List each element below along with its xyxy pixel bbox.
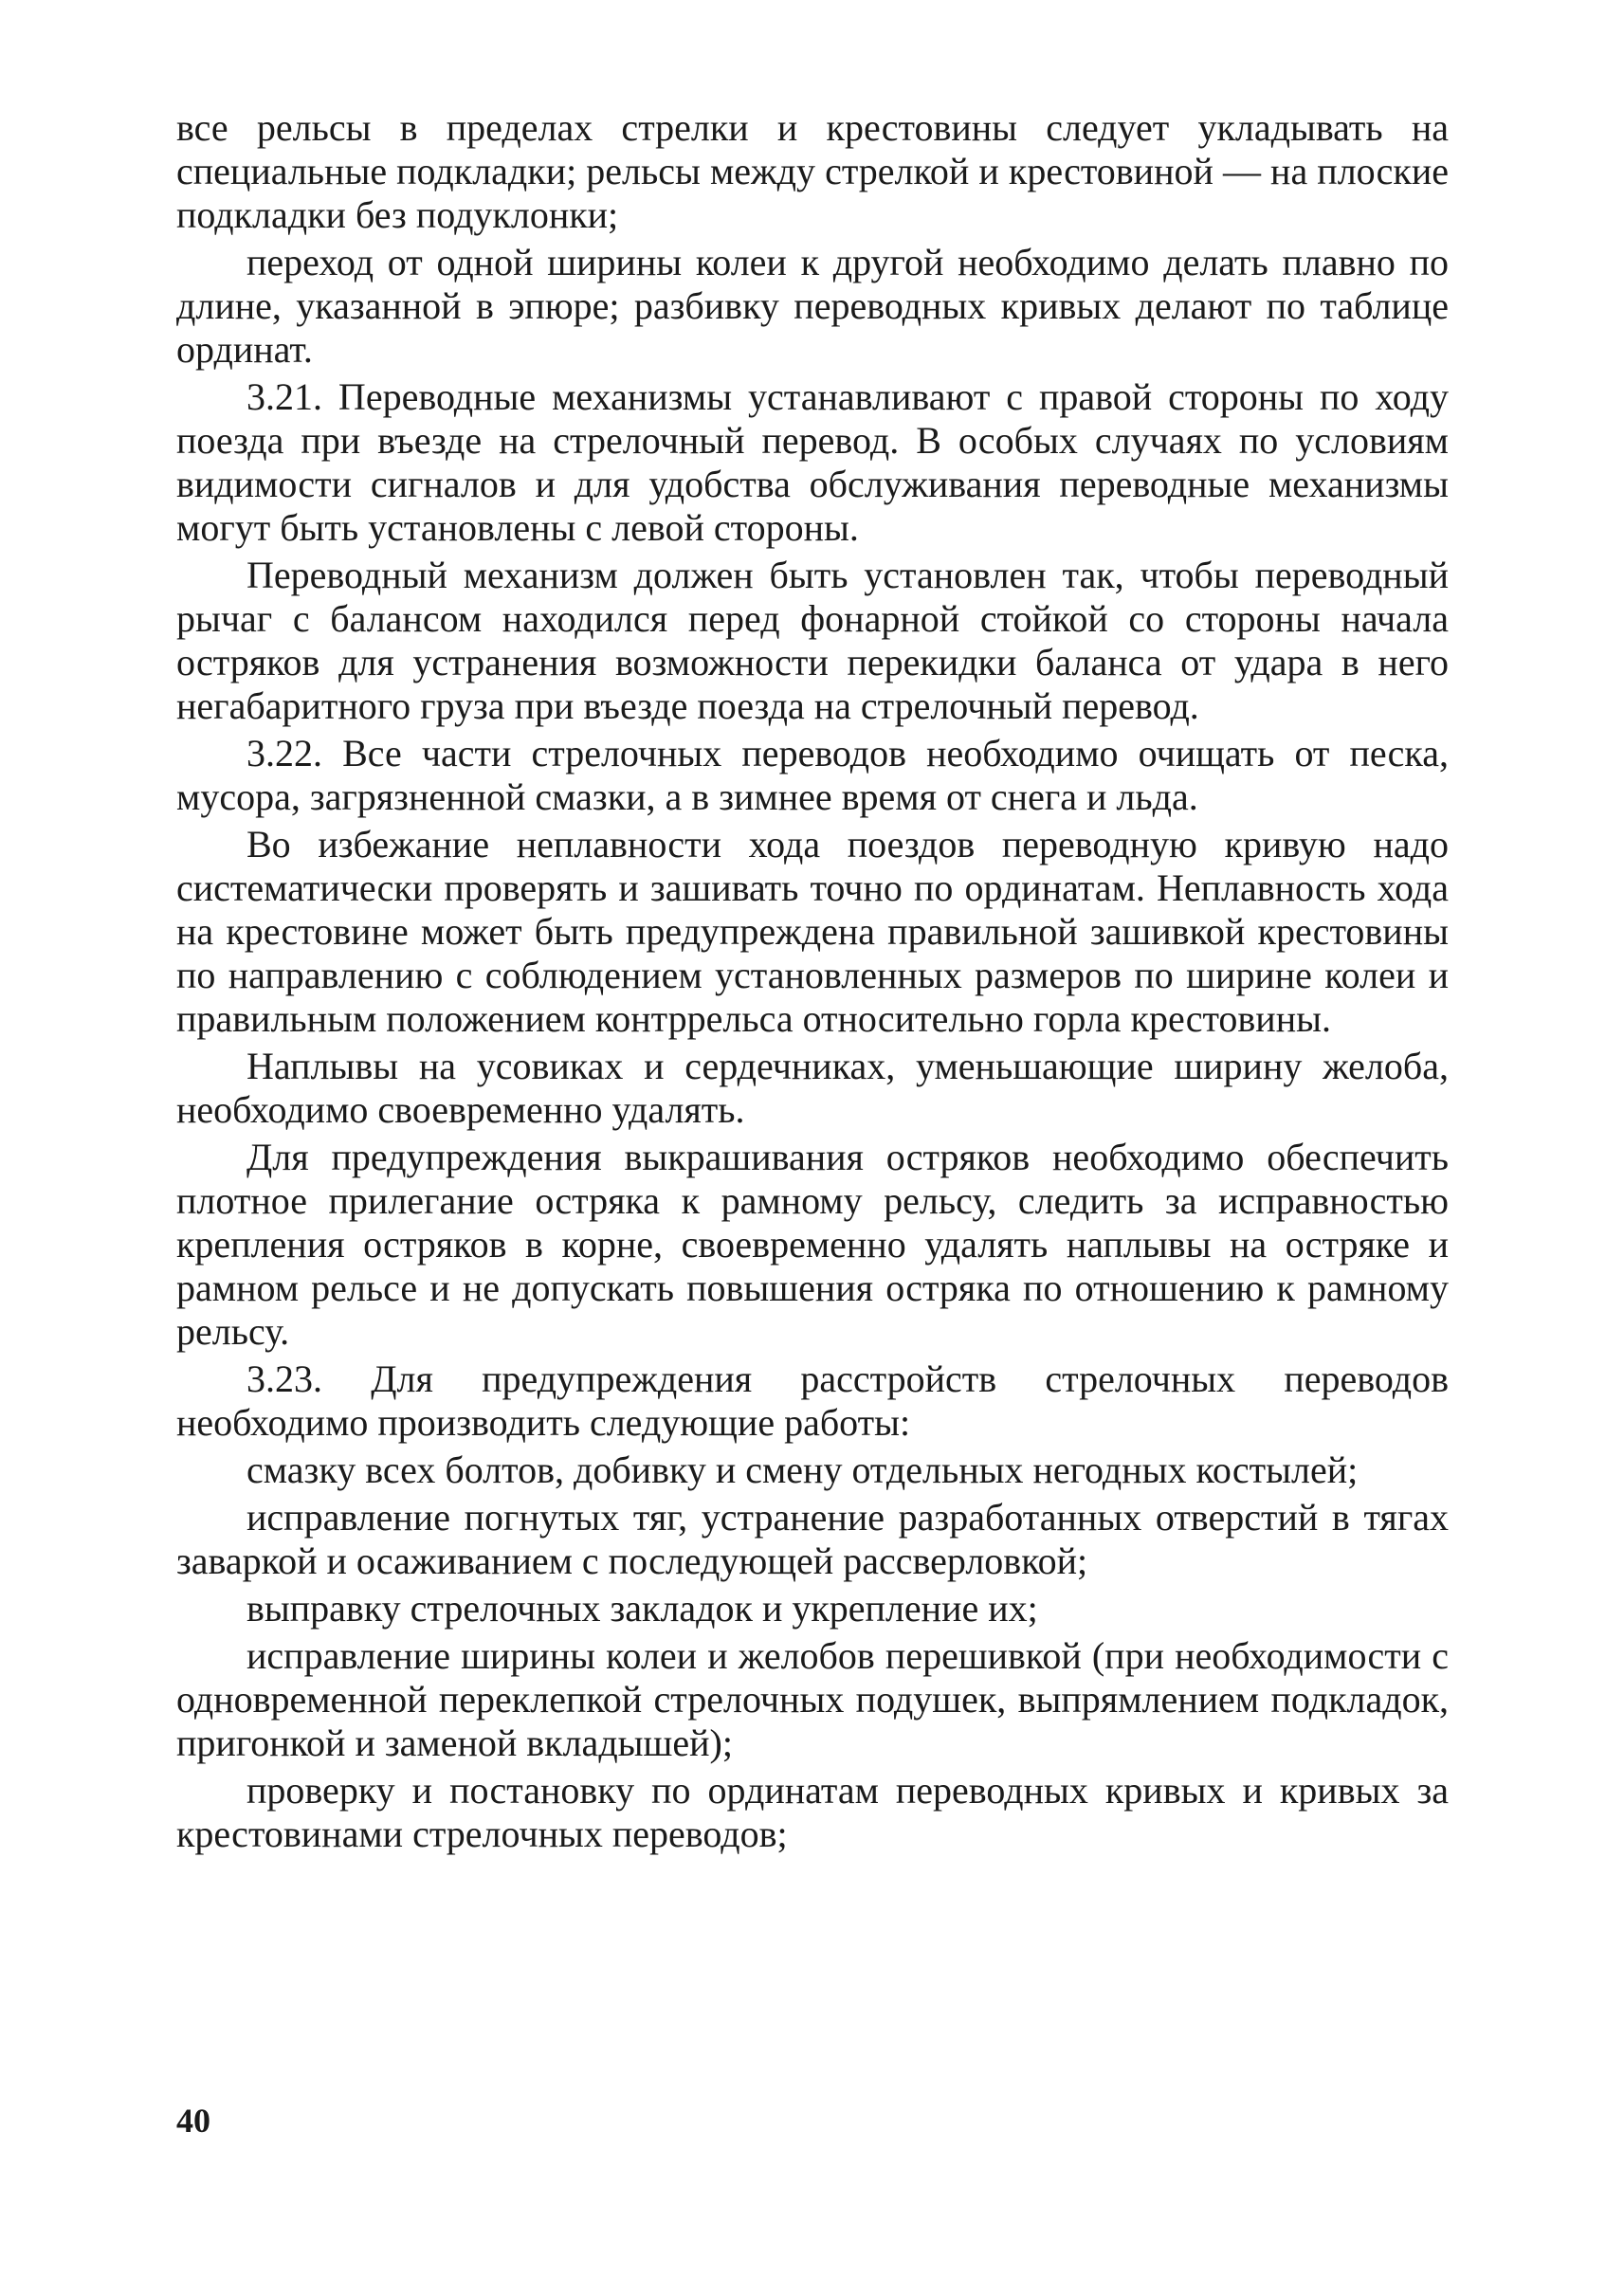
paragraph-curve-smoothness: Во избежание неплавности хода поездов переводную кривую надо систематически проверять и зашивать точно по ординатам. Неплавность хода на крестовине может быть предупреждена правильной зашивкой крестовины по направлению с соблюдением установленных размеров по ширине колеи и правильным положением контррельса относительно горла крестовины. bbox=[176, 823, 1449, 1040]
list-item-bolts: смазку всех болтов, добивку и смену отдельных негодных костылей; bbox=[246, 1448, 1359, 1491]
paragraph-point-chipping: Для предупреждения выкрашивания остряков необходимо обеспечить плотное прилегание остряка к рамному рельсу, следить за исправностью крепления остряков в корне, своевременно удалять наплывы на остряке и рамном рельсе и не допускать повышения остряка по отношению к рамному рельсу. bbox=[176, 1136, 1449, 1353]
page-body bbox=[176, 106, 1449, 1860]
paragraph-rail-pads: все рельсы в пределах стрелки и крестовины следует укладывать на специальные подкладки; рельсы между стрелкой и крестовиной — на плоские подкладки без подуклонки; bbox=[176, 106, 1449, 236]
list-item-stops: выправку стрелочных закладок и укрепление их; bbox=[246, 1587, 1038, 1630]
page-number: 40 bbox=[176, 2102, 210, 2140]
paragraph-3-23: 3.23. Для предупреждения расстройств стрелочных переводов необходимо производить следующие работы: bbox=[176, 1357, 1449, 1444]
paragraph-3-21: 3.21. Переводные механизмы устанавливают с правой стороны по ходу поезда при въезде на стрелочный перевод. В особых случаях по условиям видимости сигналов и для удобства обслуживания переводные механизмы могут быть установлены с левой стороны. bbox=[176, 375, 1449, 549]
list-item-ordinates: проверку и постановку по ординатам переводных кривых и кривых за крестовинами стрелочных переводов; bbox=[176, 1769, 1449, 1855]
paragraph-switch-mechanism: Переводный механизм должен быть установлен так, чтобы переводный рычаг с балансом находился перед фонарной стойкой со стороны начала остряков для устранения возможности перекидки баланса от удара в него негабаритного груза при въезде поезда на стрелочный перевод. bbox=[176, 554, 1449, 727]
list-item-gauge: исправление ширины колеи и желобов перешивкой (при необходимости с одновременной переклепкой стрелочных подушек, выпрямлением подкладок, пригонкой и заменой вкладышей); bbox=[176, 1634, 1449, 1764]
paragraph-3-22: 3.22. Все части стрелочных переводов необходимо очищать от песка, мусора, загрязненной смазки, а в зимнее время от снега и льда. bbox=[176, 732, 1449, 818]
paragraph-buildups: Наплывы на усовиках и сердечниках, уменьшающие ширину желоба, необходимо своевременно удалять. bbox=[176, 1045, 1449, 1131]
list-item-rods: исправление погнутых тяг, устранение разработанных отверстий в тягах заваркой и осаживанием с последующей рассверловкой; bbox=[176, 1496, 1449, 1582]
paragraph-gauge-transition: переход от одной ширины колеи к другой необходимо делать плавно по длине, указанной в эпюре; разбивку переводных кривых делают по таблице ординат. bbox=[176, 241, 1449, 371]
